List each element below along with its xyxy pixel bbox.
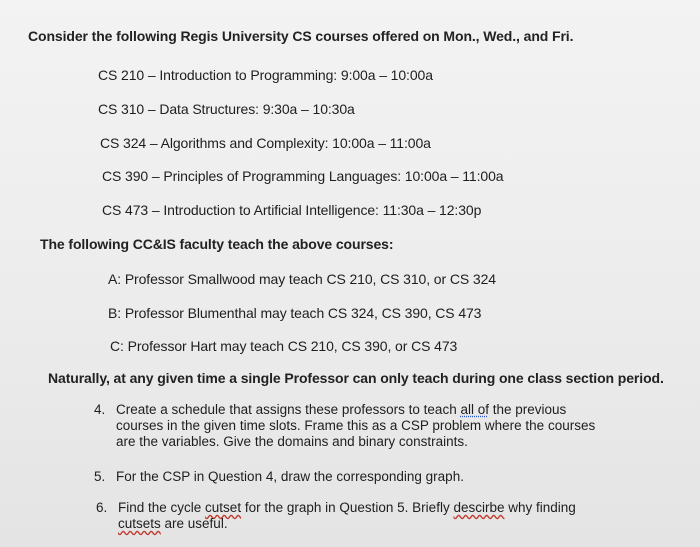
question-4-line-1: Create a schedule that assigns these professors to teach all of the previous xyxy=(116,402,567,417)
intro-text: Consider the following Regis University CS courses offered on Mon., Wed., and Fri. xyxy=(28,28,574,44)
course-cs390: CS 390 – Principles of Programming Languages: 10:00a – 11:00a xyxy=(102,168,504,184)
misspelled-word: cutsets xyxy=(118,516,161,531)
misspelled-word: cutset xyxy=(205,500,242,515)
question-4-line-3: are the variables. Give the domains and binary constraints. xyxy=(116,434,468,449)
faculty-a: A: Professor Smallwood may teach CS 210, CS 310, or CS 324 xyxy=(108,271,496,287)
question-5-line-1: For the CSP in Question 4, draw the corresponding graph. xyxy=(116,469,464,484)
course-cs210: CS 210 – Introduction to Programming: 9:00a – 10:00a xyxy=(98,67,433,83)
question-6-line-1: Find the cycle cutset for the graph in Question 5. Briefly descirbe why finding xyxy=(118,500,576,515)
course-cs473: CS 473 – Introduction to Artificial Intelligence: 11:30a – 12:30p xyxy=(102,202,482,218)
underlined-phrase: all of xyxy=(460,402,489,417)
question-number: 4. xyxy=(94,402,106,417)
question-5 xyxy=(94,469,654,487)
faculty-intro: The following CC&IS faculty teach the above courses: xyxy=(40,236,394,252)
constraint-note: Naturally, at any given time a single Professor can only teach during one class section period. xyxy=(48,370,664,386)
question-6 xyxy=(96,500,656,536)
misspelled-word: descirbe xyxy=(453,500,505,515)
question-number: 6. xyxy=(96,500,108,515)
question-number: 5. xyxy=(94,469,106,484)
question-4-line-2: courses in the given time slots. Frame this as a CSP problem where the courses xyxy=(116,418,596,433)
faculty-b: B: Professor Blumenthal may teach CS 324, CS 390, CS 473 xyxy=(108,305,482,321)
course-cs324: CS 324 – Algorithms and Complexity: 10:00a – 11:00a xyxy=(100,135,431,151)
faculty-c: C: Professor Hart may teach CS 210, CS 390, or CS 473 xyxy=(110,338,458,354)
question-6-line-2: cutsets are useful. xyxy=(118,516,228,531)
course-cs310: CS 310 – Data Structures: 9:30a – 10:30a xyxy=(98,101,355,117)
question-4 xyxy=(94,402,654,454)
